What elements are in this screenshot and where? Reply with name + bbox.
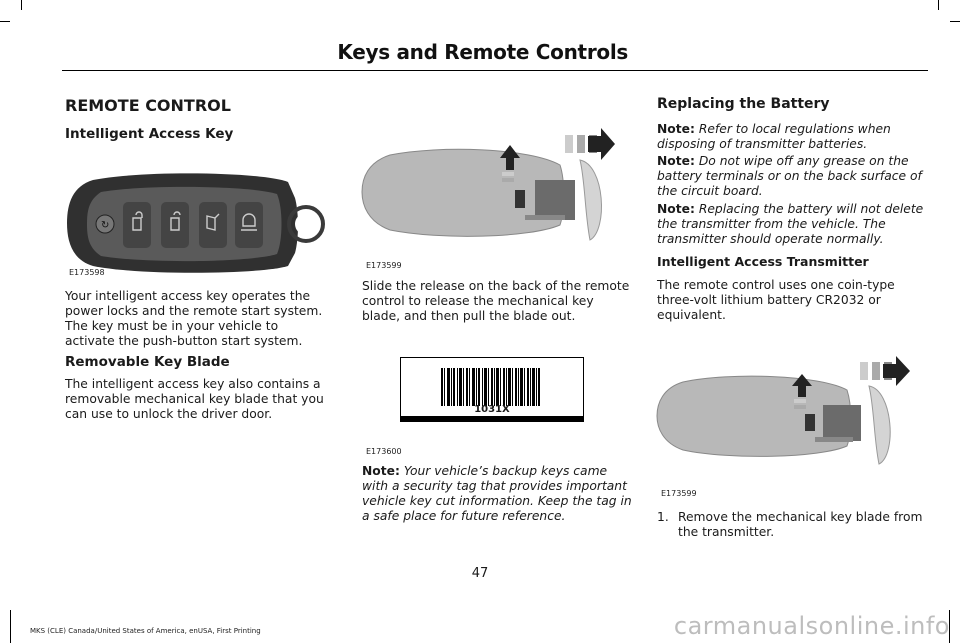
header-divider xyxy=(62,70,928,71)
figure-code: E173599 xyxy=(366,261,402,270)
note xyxy=(362,464,632,524)
print-info: MKS (CLE) Canada/United States of America, enUSA, First Printing xyxy=(30,627,261,635)
transmitter-figure xyxy=(655,350,915,485)
paragraph: Slide the release on the back of the remote control to release the mechanical key blade, and then pull the blade out. xyxy=(362,279,630,323)
key-blade-figure xyxy=(360,120,620,270)
subtitle: Intelligent Access Key xyxy=(65,126,234,142)
crop-mark xyxy=(950,21,960,22)
note-label: Note: xyxy=(657,122,695,136)
note-text: Replacing the battery will not delete the transmitter from the vehicle. The transmitter should operate normally. xyxy=(657,202,924,246)
page-title: Keys and Remote Controls xyxy=(337,40,628,64)
crop-mark xyxy=(0,21,10,22)
watermark: carmanualsonline.info xyxy=(673,612,950,640)
paragraph: The remote control uses one coin-type three-volt lithium battery CR2032 or equivalent. xyxy=(657,278,895,322)
section-title: REMOTE CONTROL xyxy=(65,96,231,115)
figure-code: E173598 xyxy=(69,268,105,277)
note xyxy=(657,154,929,199)
crop-mark xyxy=(21,0,22,10)
key-fob-figure xyxy=(63,168,328,278)
barcode xyxy=(441,368,541,406)
key-fob-illustration xyxy=(63,168,328,278)
figure-code: E173599 xyxy=(661,489,697,498)
tag-code: 1031X xyxy=(474,404,510,415)
page-number: 47 xyxy=(471,566,489,581)
note xyxy=(657,122,929,152)
note xyxy=(657,202,929,247)
paragraph: The intelligent access key also contains a removable mechanical key blade that you can use to unlock the driver door. xyxy=(65,377,324,421)
note-text: Do not wipe off any grease on the battery terminals or on the back surface of the circuit board. xyxy=(657,154,922,198)
crop-mark xyxy=(938,0,939,10)
subheading: Intelligent Access Transmitter xyxy=(657,254,869,269)
key-blade-illustration xyxy=(360,120,620,270)
section-title: Replacing the Battery xyxy=(657,96,830,112)
note-text: Refer to local regulations when disposing of transmitter batteries. xyxy=(657,122,891,151)
note-text: Your vehicle’s backup keys came with a security tag that provides important vehicle key cut information. Keep the tag in a safe place for future reference. xyxy=(362,464,632,523)
svg-text:↻: ↻ xyxy=(101,220,110,231)
paragraph: Your intelligent access key operates the power locks and the remote start system. The key must be in your vehicle to activate the push-button start system. xyxy=(65,289,323,348)
step-text: Remove the mechanical key blade from the transmitter. xyxy=(678,510,923,539)
figure-code: E173600 xyxy=(366,447,402,456)
security-tag xyxy=(400,357,584,422)
tag-bar xyxy=(401,416,583,421)
note-label: Note: xyxy=(657,154,695,168)
note-label: Note: xyxy=(657,202,695,216)
note-label: Note: xyxy=(362,464,400,478)
transmitter-illustration xyxy=(655,350,915,485)
step-number: 1. xyxy=(657,510,669,524)
crop-mark xyxy=(10,610,11,643)
subheading: Removable Key Blade xyxy=(65,354,230,370)
